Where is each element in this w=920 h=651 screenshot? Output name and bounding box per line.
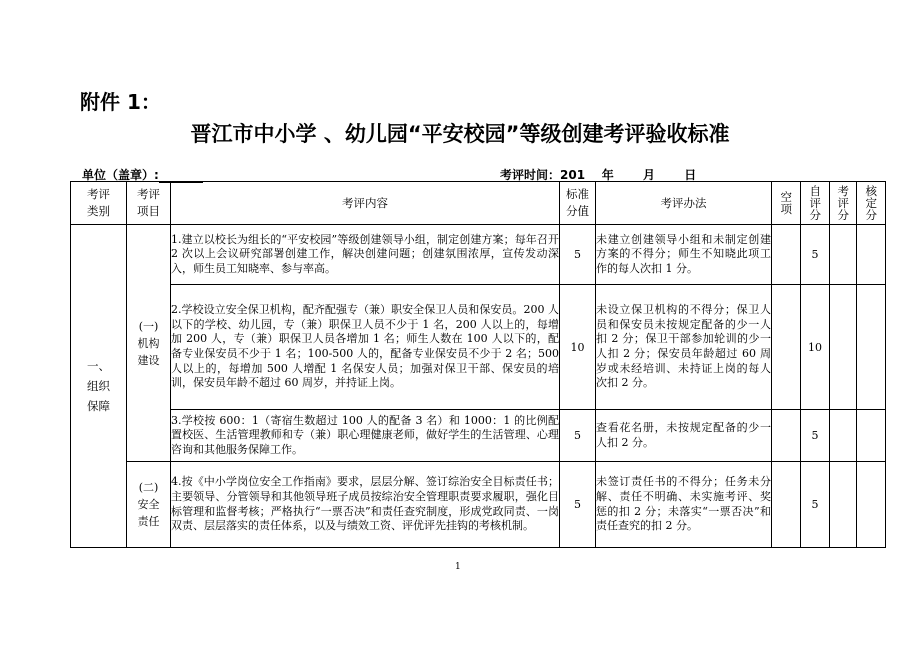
table-header-row bbox=[71, 182, 886, 225]
blank-cell bbox=[772, 462, 801, 548]
method-cell: 未签订责任书的不得分；任务未分解、责任不明确、未实施考评、奖惩的扣 2 分；未落实“一票否决”和责任查究的扣 2 分。 bbox=[596, 462, 772, 548]
self-score-cell: 5 bbox=[801, 410, 830, 462]
page-number: 1 bbox=[455, 562, 461, 572]
review-score-cell bbox=[830, 462, 857, 548]
header-content: 考评内容 bbox=[171, 182, 560, 225]
header-item: 考评项目 bbox=[127, 182, 171, 225]
header-category: 考评类别 bbox=[71, 182, 127, 225]
attachment-label: 附件 1： bbox=[80, 90, 161, 114]
method-cell: 未设立保卫机构的不得分；保卫人员和保安员未按规定配备的少一人扣 2 分；保卫干部参加轮训的少一人扣 2 分；保安员年龄超过 60 周岁或未经培训、未持证上岗的每人次扣 2 分。 bbox=[596, 285, 772, 410]
review-score-cell bbox=[830, 225, 857, 285]
content-cell: 3.学校按 600：1（寄宿生数超过 100 人的配备 3 名）和 1000：1 的比例配置校医、生活管理教师和专（兼）职心理健康老师，做好学生的生活管理、心理咨询和其他服务保障工作。 bbox=[171, 410, 560, 462]
table-row bbox=[71, 225, 886, 285]
self-score-cell: 10 bbox=[801, 285, 830, 410]
self-score-cell: 5 bbox=[801, 462, 830, 548]
score-cell: 5 bbox=[560, 410, 596, 462]
evaluation-table bbox=[70, 181, 886, 548]
score-cell: 5 bbox=[560, 462, 596, 548]
item-cell-1: (一)机构建设 bbox=[127, 225, 171, 462]
review-score-cell bbox=[830, 410, 857, 462]
review-score-cell bbox=[830, 285, 857, 410]
table-row bbox=[71, 462, 886, 548]
header-review: 考评分 bbox=[830, 182, 857, 225]
eval-time: 考评时间：201 年 月 日 bbox=[500, 168, 697, 182]
header-verify: 核定分 bbox=[857, 182, 886, 225]
content-cell: 4.按《中小学岗位安全工作指南》要求，层层分解、签订综治安全目标责任书；主要领导、分管领导和其他领导班子成员按综治安全管理职责要求履职，强化目标管理和监督考核；严格执行“一票否决”和责任查究制度，形成党政同责、一岗双责、层层落实的责任体系，以及与绩效工资、评优评先挂钩的考核机制。 bbox=[171, 462, 560, 548]
content-cell: 2.学校设立安全保卫机构，配齐配强专（兼）职安全保卫人员和保安员。200 人以下的学校、幼儿园，专（兼）职保卫人员不少于 1 名，200 人以上的，每增加 200 人，专（兼）职保卫人员各增加 1 名；师生人数在 100 人以下的，配备专业保安员不少于 1 名；100-500 人的，配备专业保安员不少于 2 名；500 人以上的，每增加 500 人增配 1 名保安人员；加强对保卫干部、保安员的培训，保安员年龄不超过 60 周岁，并持证上岗。 bbox=[171, 285, 560, 410]
header-blank: 空项 bbox=[772, 182, 801, 225]
score-cell: 5 bbox=[560, 225, 596, 285]
table-row bbox=[71, 285, 886, 410]
header-score: 标准分值 bbox=[560, 182, 596, 225]
category-cell: 一、组织保障 bbox=[71, 225, 127, 548]
blank-cell bbox=[772, 225, 801, 285]
verify-score-cell bbox=[857, 225, 886, 285]
verify-score-cell bbox=[857, 285, 886, 410]
document-title: 晋江市中小学 、幼儿园“平安校园”等级创建考评验收标准 bbox=[190, 122, 730, 146]
method-cell: 查看花名册，未按规定配备的少一人扣 2 分。 bbox=[596, 410, 772, 462]
verify-score-cell bbox=[857, 410, 886, 462]
method-cell: 未建立创建领导小组和未制定创建方案的不得分；师生不知晓此项工作的每人次扣 1 分。 bbox=[596, 225, 772, 285]
table-row bbox=[71, 410, 886, 462]
header-method: 考评办法 bbox=[596, 182, 772, 225]
self-score-cell: 5 bbox=[801, 225, 830, 285]
header-self: 自评分 bbox=[801, 182, 830, 225]
blank-cell bbox=[772, 285, 801, 410]
unit-label: 单位（盖章）: bbox=[82, 168, 159, 182]
verify-score-cell bbox=[857, 462, 886, 548]
score-cell: 10 bbox=[560, 285, 596, 410]
blank-cell bbox=[772, 410, 801, 462]
content-cell: 1.建立以校长为组长的“平安校园”等级创建领导小组，制定创建方案；每年召开 2 次以上会议研究部署创建工作，解决创建问题；创建氛围浓厚，宣传发动深入，师生员工知晓率、参与率高。 bbox=[171, 225, 560, 285]
item-cell-2: (二)安全责任 bbox=[127, 462, 171, 548]
